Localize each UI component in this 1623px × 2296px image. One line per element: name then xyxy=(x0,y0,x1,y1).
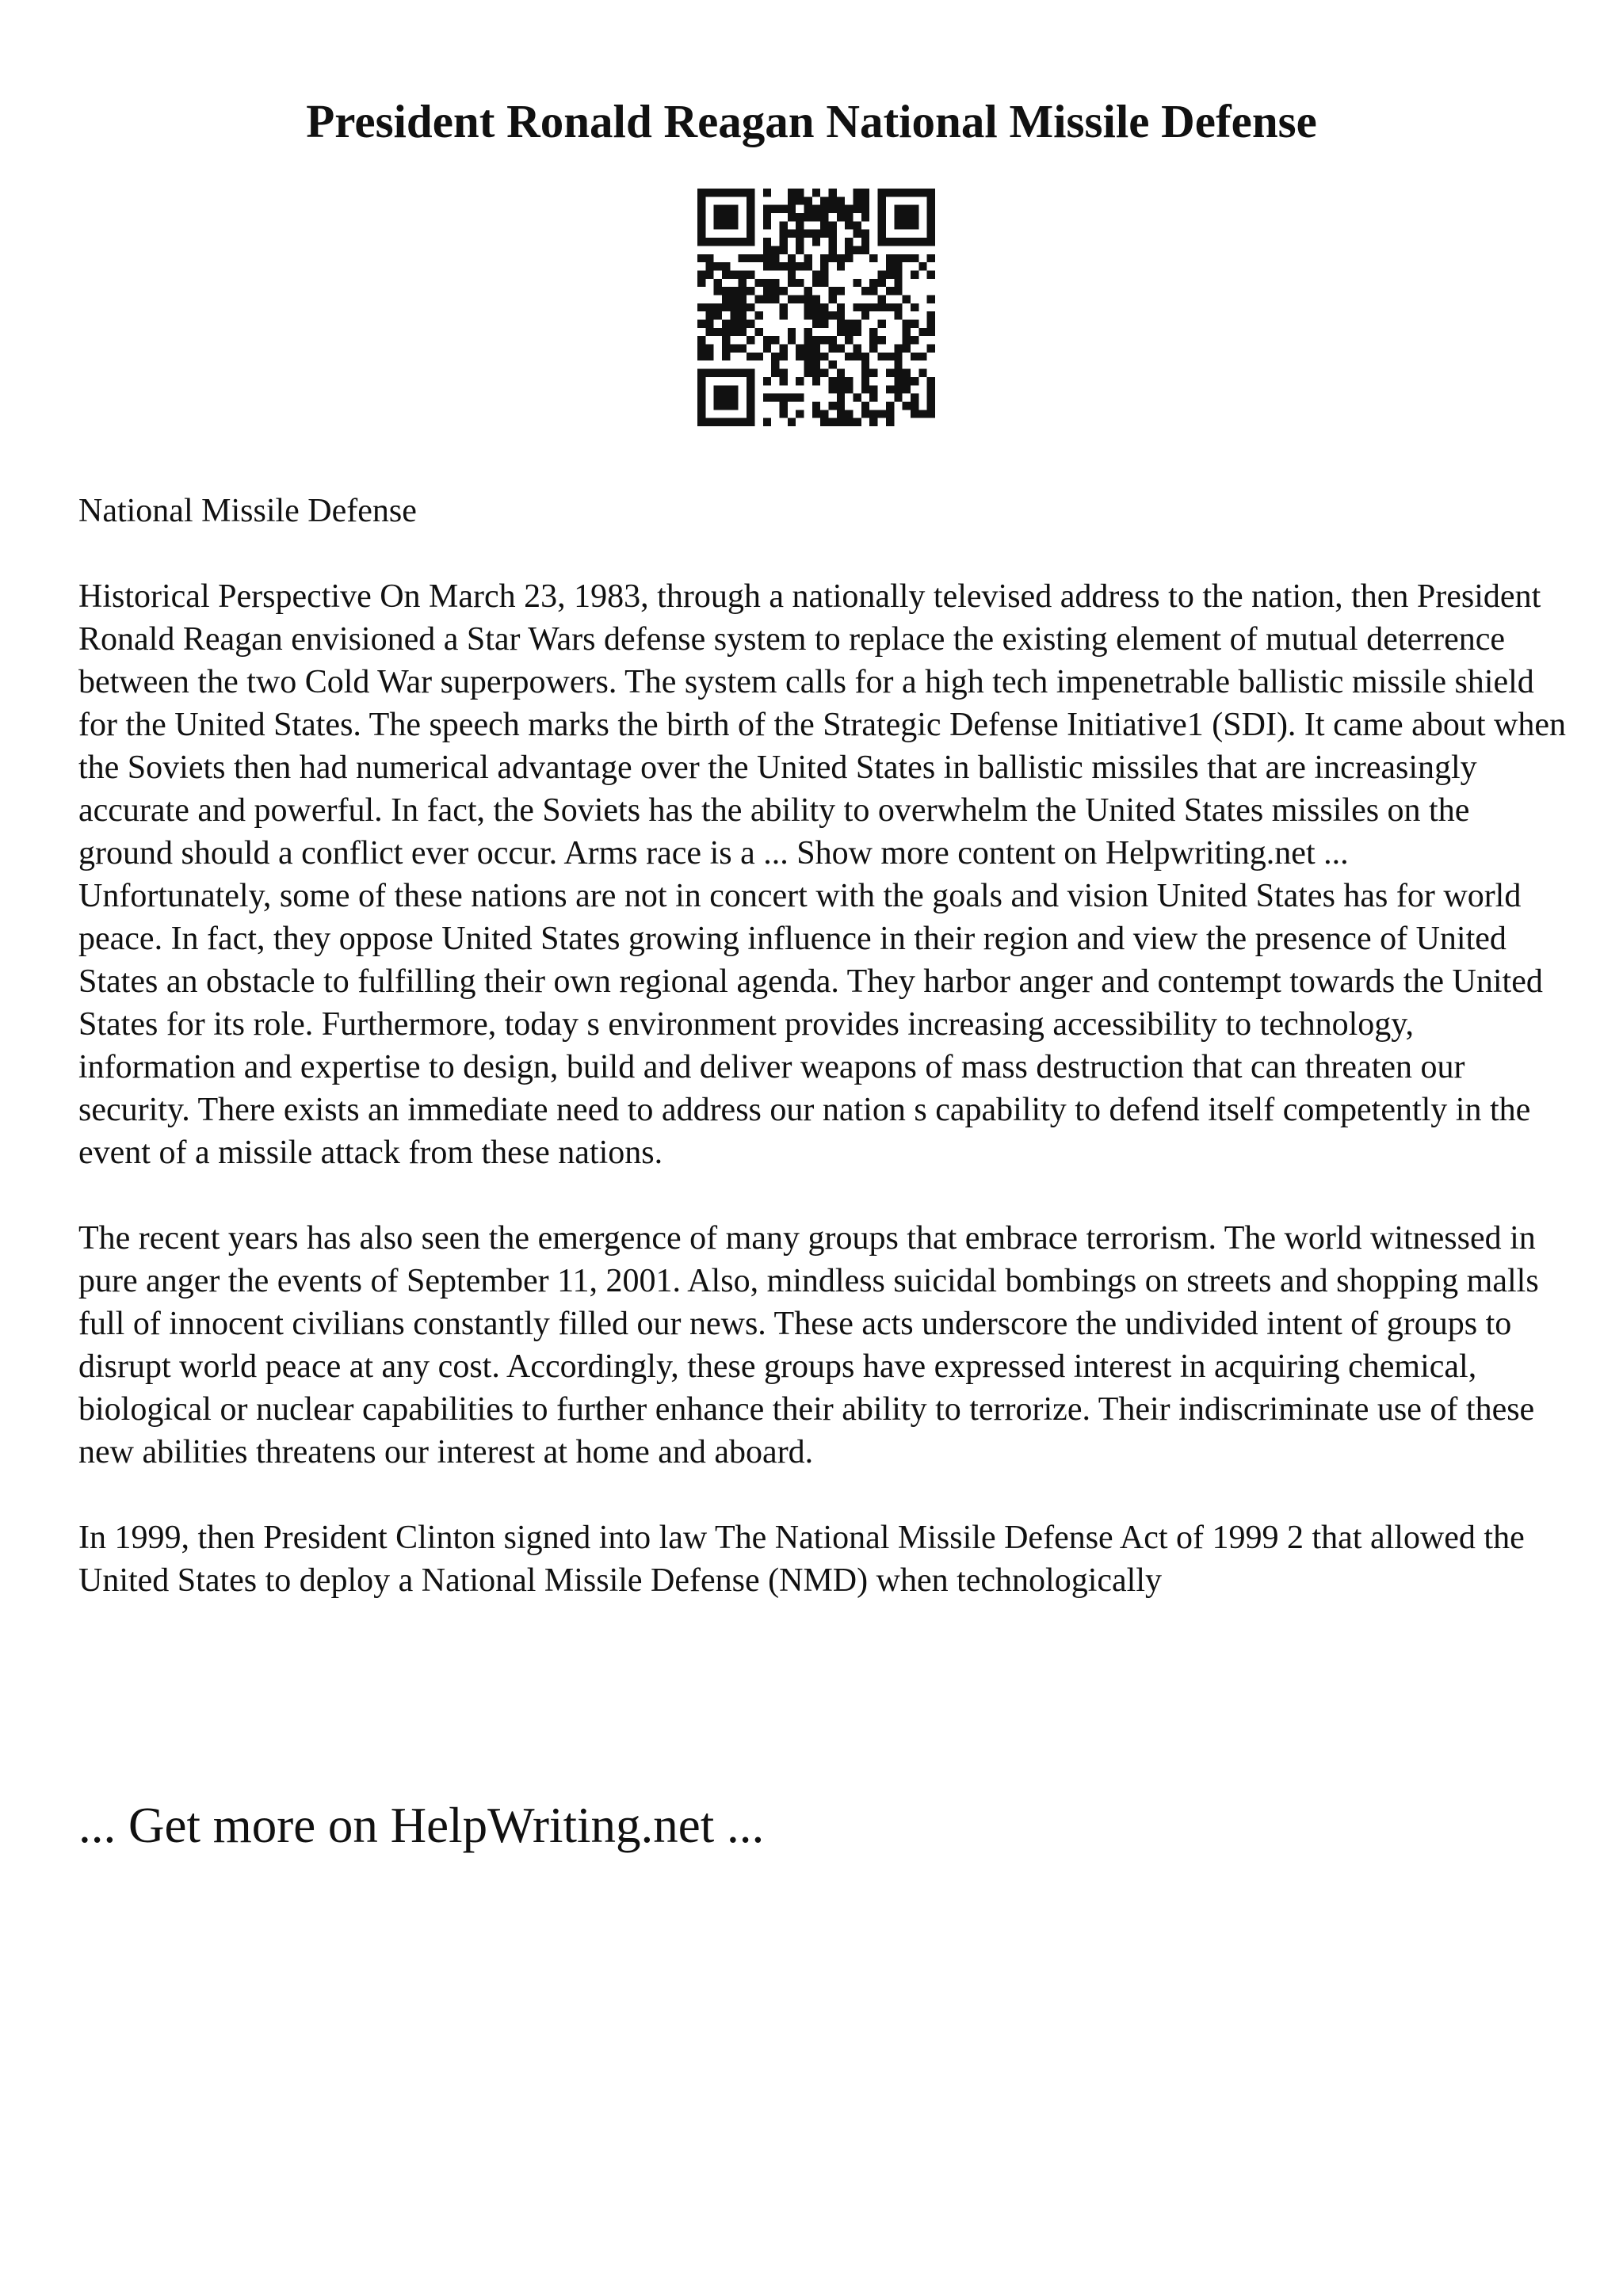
get-more-link[interactable]: ... Get more on HelpWriting.net ... xyxy=(78,1798,765,1853)
section-heading: National Missile Defense xyxy=(78,493,417,529)
show-more-link[interactable]: ... Show more content on Helpwriting.net ... xyxy=(763,835,1349,871)
document-title: President Ronald Reagan National Missile Defense xyxy=(306,95,1317,147)
document-body xyxy=(78,490,1568,1602)
paragraph-historical-perspective xyxy=(78,575,1568,875)
paragraph-nmd-act: In 1999, then President Clinton signed into law The National Missile Defense Act of 1999 2 that allowed the United States to deploy a National Missile Defense (NMD) when technologically xyxy=(78,1520,1525,1599)
paragraph-text: Historical Perspective On March 23, 1983, through a nationally televised address to the nation, then President Ronald Reagan envisioned a Star Wars defense system to replace the existing element of mutual deterrence between the two Cold War superpowers. The system calls for a high tech impenetrable ballistic missile shield for the United States. The speech marks the birth of the Strategic Defense Initiative1 (SDI). It came about when the Soviets then had numerical advantage over the United States in ballistic missiles that are increasingly accurate and powerful. In fact, the Soviets has the ability to overwhelm the United States missiles on the ground should a conflict ever occur. Arms race is a xyxy=(78,578,1566,871)
paragraph-terrorism: The recent years has also seen the emergence of many groups that embrace terrorism. The world witnessed in pure anger the events of September 11, 2001. Also, mindless suicidal bombings on streets and shopping malls full of innocent civilians constantly filled our news. These acts underscore the undivided intent of groups to disrupt world peace at any cost. Accordingly, these groups have expressed interest in acquiring chemical, biological or nuclear capabilities to further enhance their ability to terrorize. Their indiscriminate use of these new abilities threatens our interest at home and aboard. xyxy=(78,1220,1539,1470)
paragraph-nations: Unfortunately, some of these nations are not in concert with the goals and vision United States has for world peace. In fact, they oppose United States growing influence in their region and view the presence of United States an obstacle to fulfilling their own regional agenda. They harbor anger and contempt towards the United States for its role. Furthermore, today s environment provides increasing accessibility to technology, information and expertise to design, build and deliver weapons of mass destruction that can threaten our security. There exists an immediate need to address our nation s capability to defend itself competently in the event of a missile attack from these nations. xyxy=(78,878,1543,1171)
qr-code-icon xyxy=(697,189,935,426)
